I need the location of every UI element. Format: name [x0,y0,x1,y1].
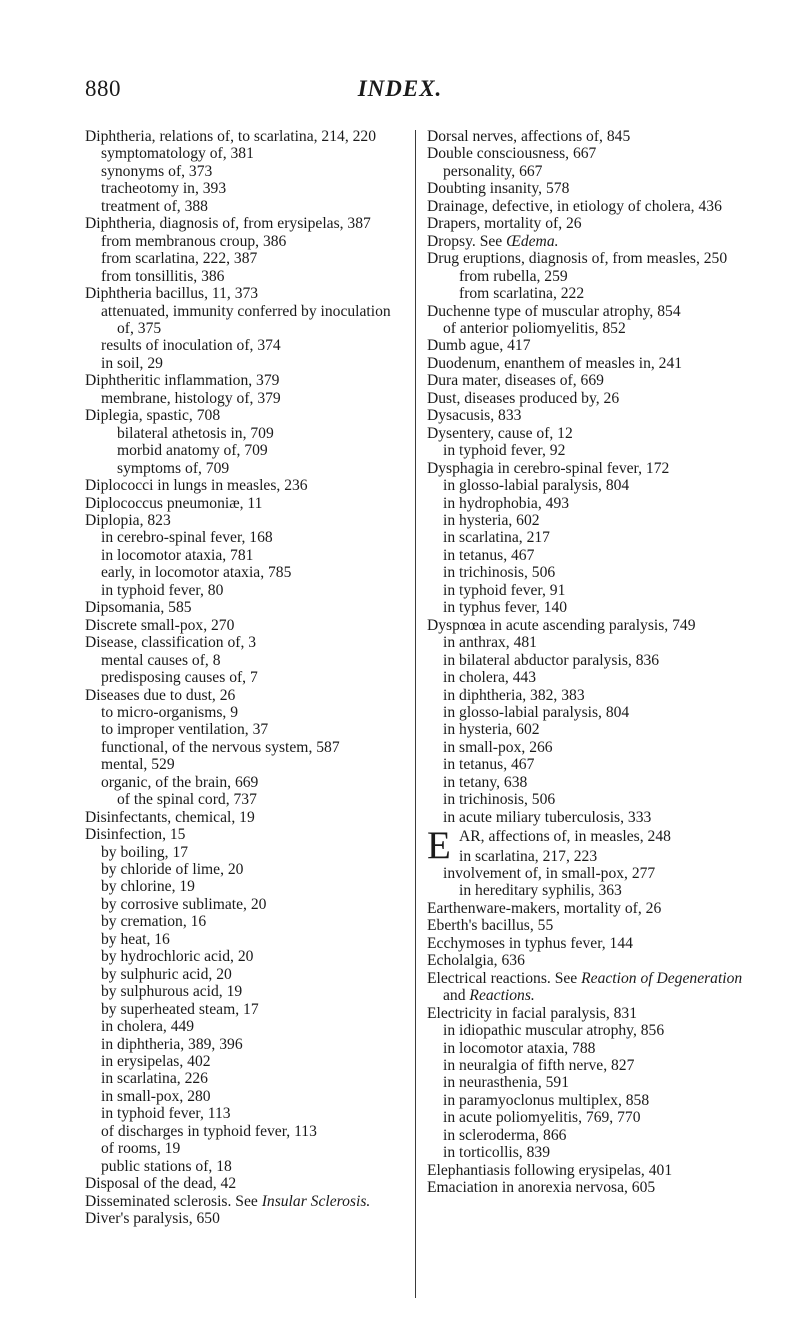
index-subentry [85,1123,403,1140]
entry-text: Elephantiasis following erysipelas, 401 [427,1161,673,1179]
entry-text: in scleroderma, 866 [443,1126,567,1144]
entry-text: of rooms, 19 [101,1140,181,1158]
entry-text: Emaciation in anorexia nervosa, 605 [427,1179,656,1197]
entry-text: Drug eruptions, diagnosis of, from measles, 250 [427,250,728,268]
entry-text: Diplegia, spastic, 708 [85,407,221,425]
entry-text: public stations of, 18 [101,1157,232,1175]
index-subentry [85,1070,403,1087]
entry-text: Eberth's bacillus, 55 [427,917,554,935]
running-title: INDEX. [357,76,443,101]
index-subentry [85,983,403,1000]
index-subentry [85,529,403,546]
entry-text: in locomotor ataxia, 781 [101,546,254,564]
entry-text: tracheotomy in, 393 [101,180,227,198]
entry-text: in neuralgia of fifth nerve, 827 [443,1057,635,1075]
index-subentry [85,652,403,669]
entry-text: Echolalgia, 636 [427,952,525,970]
index-entry [427,1179,752,1196]
index-subentry [427,1092,752,1109]
entry-text: Duchenne type of muscular atrophy, 854 [427,302,681,320]
entry-text: in tetanus, 467 [443,546,535,564]
entry-text: in cerebro-spinal fever, 168 [101,529,273,547]
entry-text: Diphtheria bacillus, 11, 373 [85,285,259,303]
index-entry [85,512,403,529]
index-subentry [427,268,752,285]
index-subentry [427,848,752,865]
entry-text: Diphtheria, relations of, to scarlatina, 214, 220 [85,128,377,145]
index-subentry [85,268,403,285]
entry-text: in typhoid fever, 91 [443,581,566,599]
index-entry [427,303,752,320]
entry-text: in cholera, 443 [443,669,537,687]
index-subentry [85,721,403,738]
entry-text: in trichinosis, 506 [443,791,556,809]
entry-text: symptoms of, 709 [117,459,230,477]
entry-text: treatment of, 388 [101,197,208,215]
index-subentry [427,774,752,791]
entry-text: in idiopathic muscular atrophy, 856 [443,1022,665,1040]
entry-text: Diplococcus pneumoniæ, 11 [85,494,263,512]
entry-text: personality, 667 [443,162,543,180]
entry-text: in typhoid fever, 80 [101,581,224,599]
index-subentry [427,1057,752,1074]
entry-text: by chlorine, 19 [101,878,195,896]
entry-text: of discharges in typhoid fever, 113 [101,1122,317,1140]
entry-text: in tetanus, 467 [443,756,535,774]
index-entry [85,1210,403,1227]
index-entry [427,460,752,477]
index-subentry [427,512,752,529]
index-subentry [427,547,752,564]
index-subentry [85,1036,403,1053]
entry-text: Dropsy. See [427,232,507,250]
index-column-right [427,128,752,1197]
entry-text: predisposing causes of, 7 [101,669,258,687]
entry-text: Diplococci in lungs in measles, 236 [85,477,308,495]
index-subentry [85,739,403,756]
entry-text: in diphtheria, 382, 383 [443,686,585,704]
index-subentry [85,198,403,215]
entry-text: in hydrophobia, 493 [443,494,570,512]
entry-text: in hysteria, 602 [443,721,540,739]
entry-text: Ecchymoses in typhus fever, 144 [427,934,633,952]
entry-text: to micro-organisms, 9 [101,703,239,721]
entry-text: Diplopia, 823 [85,511,171,529]
index-entry [427,337,752,354]
entry-text: mental causes of, 8 [101,651,221,669]
entry-text: Disease, classification of, 3 [85,634,257,652]
entry-text: and [443,987,470,1005]
entry-text: Dysentery, cause of, 12 [427,424,573,442]
entry-text: involvement of, in small-pox, 277 [443,865,656,883]
entry-text: Disinfectants, chemical, 19 [85,808,255,826]
index-subentry [427,865,752,882]
entry-text: functional, of the nervous system, 587 [101,738,340,756]
index-entry [85,809,403,826]
index-subentry [85,145,403,162]
index-entry [427,935,752,952]
index-subentry [85,390,403,407]
index-subentry [85,233,403,250]
index-subentry [85,948,403,965]
entry-text: Diver's paralysis, 650 [85,1210,220,1228]
entry-text: in paramyoclonus multiplex, 858 [443,1091,650,1109]
index-subentry [85,931,403,948]
entry-text: attenuated, immunity conferred by inoculation of, 375 [101,302,391,337]
entry-text: Dumb ague, 417 [427,337,531,355]
entry-text: from scarlatina, 222 [459,285,585,303]
entry-text: Doubting insanity, 578 [427,180,570,198]
entry-text: of the spinal cord, 737 [117,791,257,809]
index-subentry [427,1040,752,1057]
index-entry [427,250,752,267]
entry-text: in acute miliary tuberculosis, 333 [443,808,652,826]
index-subentry [85,442,403,459]
index-subentry [427,1127,752,1144]
entry-text: from scarlatina, 222, 387 [101,250,258,268]
index-entry [85,215,403,232]
entry-text: organic, of the brain, 669 [101,773,259,791]
entry-text: by corrosive sublimate, 20 [101,895,267,913]
index-subentry [85,913,403,930]
index-subentry [427,687,752,704]
index-entry [85,599,403,616]
entry-text: in acute poliomyelitis, 769, 770 [443,1109,641,1127]
index-subentry [427,1074,752,1091]
entry-text: Dura mater, diseases of, 669 [427,372,604,390]
index-subentry [85,355,403,372]
entry-text: symptomatology of, 381 [101,145,254,163]
index-entry [85,407,403,424]
entry-text: mental, 529 [101,756,175,774]
column-divider [415,130,416,1298]
entry-text: Diseases due to dust, 26 [85,686,236,704]
entry-text: Dipsomania, 585 [85,599,192,617]
entry-text: by heat, 16 [101,930,170,948]
index-entry [427,180,752,197]
index-subentry [85,1140,403,1157]
entry-text: in bilateral abductor paralysis, 836 [443,651,660,669]
index-subentry [85,460,403,477]
entry-text: morbid anatomy of, 709 [117,442,268,460]
index-subentry [85,861,403,878]
entry-text: Double consciousness, 667 [427,145,597,163]
entry-text: results of inoculation of, 374 [101,337,281,355]
entry-text: Dyspnœa in acute ascending paralysis, 749 [427,616,696,634]
index-subentry [85,1053,403,1070]
index-subentry [427,1022,752,1039]
index-entry [85,285,403,302]
entry-text: Electricity in facial paralysis, 831 [427,1004,638,1022]
entry-text: in torticollis, 839 [443,1144,550,1162]
index-entry [427,372,752,389]
entry-text: in small-pox, 266 [443,738,553,756]
index-subentry [427,756,752,773]
index-entry [427,145,752,162]
entry-text: in erysipelas, 402 [101,1053,211,1071]
entry-text: in tetany, 638 [443,773,528,791]
entry-text: Diphtheria, diagnosis of, from erysipelas, 387 [85,215,371,233]
index-subentry [85,791,403,808]
index-entry [427,917,752,934]
entry-text: Discrete small-pox, 270 [85,616,235,634]
cross-reference: Insular Sclerosis. [261,1192,371,1210]
index-subentry [427,477,752,494]
entry-text: Dust, diseases produced by, 26 [427,389,620,407]
index-entry [85,687,403,704]
index-subentry [85,303,403,338]
entry-text: Disseminated sclerosis. See [85,1192,262,1210]
entry-text: by hydrochloric acid, 20 [101,948,254,966]
entry-text: in scarlatina, 217 [443,529,550,547]
cross-reference: Reaction of Degeneration [581,969,743,987]
entry-text: by superheated steam, 17 [101,1000,259,1018]
entry-text: Drainage, defective, in etiology of cholera, 436 [427,197,722,215]
index-subentry [427,704,752,721]
index-subentry [85,1018,403,1035]
entry-text: in trichinosis, 506 [443,564,556,582]
page-number: 880 [85,76,121,101]
cross-reference: Œdema. [506,232,559,250]
index-subentry [85,337,403,354]
index-subentry [85,878,403,895]
entry-text: in cholera, 449 [101,1018,195,1036]
index-entry [85,477,403,494]
entry-text: AR, affections of, in measles, 248 [459,828,671,846]
index-entry [427,425,752,442]
index-entry [427,233,752,250]
page-header [0,76,800,106]
entry-text: in diphtheria, 389, 396 [101,1035,243,1053]
index-entry [427,1005,752,1022]
index-subentry [85,896,403,913]
index-subentry [427,652,752,669]
entry-text: by cremation, 16 [101,913,207,931]
index-entry [427,1162,752,1179]
index-subentry [427,529,752,546]
index-subentry [427,495,752,512]
index-entry [427,215,752,232]
entry-text: from membranous croup, 386 [101,232,287,250]
index-entry [427,198,752,215]
index-entry [427,407,752,424]
drop-cap-letter: E [427,824,451,868]
index-subentry [427,791,752,808]
entry-text: in hysteria, 602 [443,511,540,529]
index-subentry [85,1158,403,1175]
index-subentry [427,320,752,337]
index-subentry [85,1105,403,1122]
index-subentry [85,1001,403,1018]
entry-text: Earthenware-makers, mortality of, 26 [427,899,662,917]
index-subentry [85,756,403,773]
entry-text: from rubella, 259 [459,267,568,285]
index-entry [427,390,752,407]
entry-text: in glosso-labial paralysis, 804 [443,477,630,495]
index-subentry [85,564,403,581]
index-subentry [85,425,403,442]
index-subentry [427,809,752,826]
entry-text: in neurasthenia, 591 [443,1074,570,1092]
index-subentry [85,774,403,791]
index-entry [85,617,403,634]
index-entry [427,952,752,969]
index-entry [85,372,403,389]
index-entry [427,128,752,145]
entry-text: from tonsillitis, 386 [101,267,225,285]
entry-text: Dorsal nerves, affections of, 845 [427,128,631,145]
entry-text: in typhus fever, 140 [443,599,568,617]
entry-text: Diphtheritic inflammation, 379 [85,372,280,390]
index-subentry [427,582,752,599]
index-subentry [427,599,752,616]
entry-text: in hereditary syphilis, 363 [459,882,622,900]
index-subentry [427,163,752,180]
index-subentry [85,547,403,564]
entry-text: in typhoid fever, 92 [443,442,566,460]
index-subentry [85,966,403,983]
index-entry [85,1175,403,1192]
index-subentry [427,1144,752,1161]
index-entry [427,900,752,917]
entry-text: membrane, histology of, 379 [101,389,281,407]
index-entry [85,128,403,145]
index-subentry [85,250,403,267]
entry-text: Dysphagia in cerebro-spinal fever, 172 [427,459,670,477]
entry-text: in scarlatina, 217, 223 [459,847,598,865]
index-subentry [85,704,403,721]
entry-text: in typhoid fever, 113 [101,1105,231,1123]
index-subentry [85,163,403,180]
entry-text: by chloride of lime, 20 [101,861,244,879]
entry-text: Electrical reactions. See [427,969,582,987]
entry-text: in scarlatina, 226 [101,1070,208,1088]
entry-text: by sulphurous acid, 19 [101,983,243,1001]
entry-text: in locomotor ataxia, 788 [443,1039,596,1057]
index-entry [85,495,403,512]
entry-text: Dysacusis, 833 [427,407,522,425]
index-subentry [427,739,752,756]
index-entry [427,355,752,372]
index-subentry [427,442,752,459]
entry-text: bilateral athetosis in, 709 [117,424,274,442]
index-entry [85,826,403,843]
index-column-left [85,128,403,1228]
index-subentry [427,1109,752,1126]
index-subentry [427,721,752,738]
entry-text: synonyms of, 373 [101,162,213,180]
entry-text: in anthrax, 481 [443,634,537,652]
index-subentry [85,1088,403,1105]
entry-text: early, in locomotor ataxia, 785 [101,564,292,582]
entry-text: in small-pox, 280 [101,1087,211,1105]
entry-text: of anterior poliomyelitis, 852 [443,319,626,337]
entry-text: Disposal of the dead, 42 [85,1175,237,1193]
entry-text: Drapers, mortality of, 26 [427,215,582,233]
index-subentry [427,669,752,686]
index-subentry [85,669,403,686]
index-subentry [427,564,752,581]
entry-text: by boiling, 17 [101,843,189,861]
index-entry [85,634,403,651]
index-entry [427,970,752,1005]
entry-text: Disinfection, 15 [85,826,186,844]
index-subentry [427,882,752,899]
entry-text: in soil, 29 [101,354,163,372]
index-entry [427,617,752,634]
entry-text: in glosso-labial paralysis, 804 [443,703,630,721]
index-subentry [85,844,403,861]
cross-reference: Reactions. [469,987,535,1005]
index-subentry [427,634,752,651]
index-subentry [85,180,403,197]
index-subentry [427,285,752,302]
index-subentry [85,582,403,599]
entry-text: to improper ventilation, 37 [101,721,269,739]
entry-text: Duodenum, enanthem of measles in, 241 [427,354,683,372]
index-entry [85,1193,403,1210]
entry-text: by sulphuric acid, 20 [101,965,232,983]
